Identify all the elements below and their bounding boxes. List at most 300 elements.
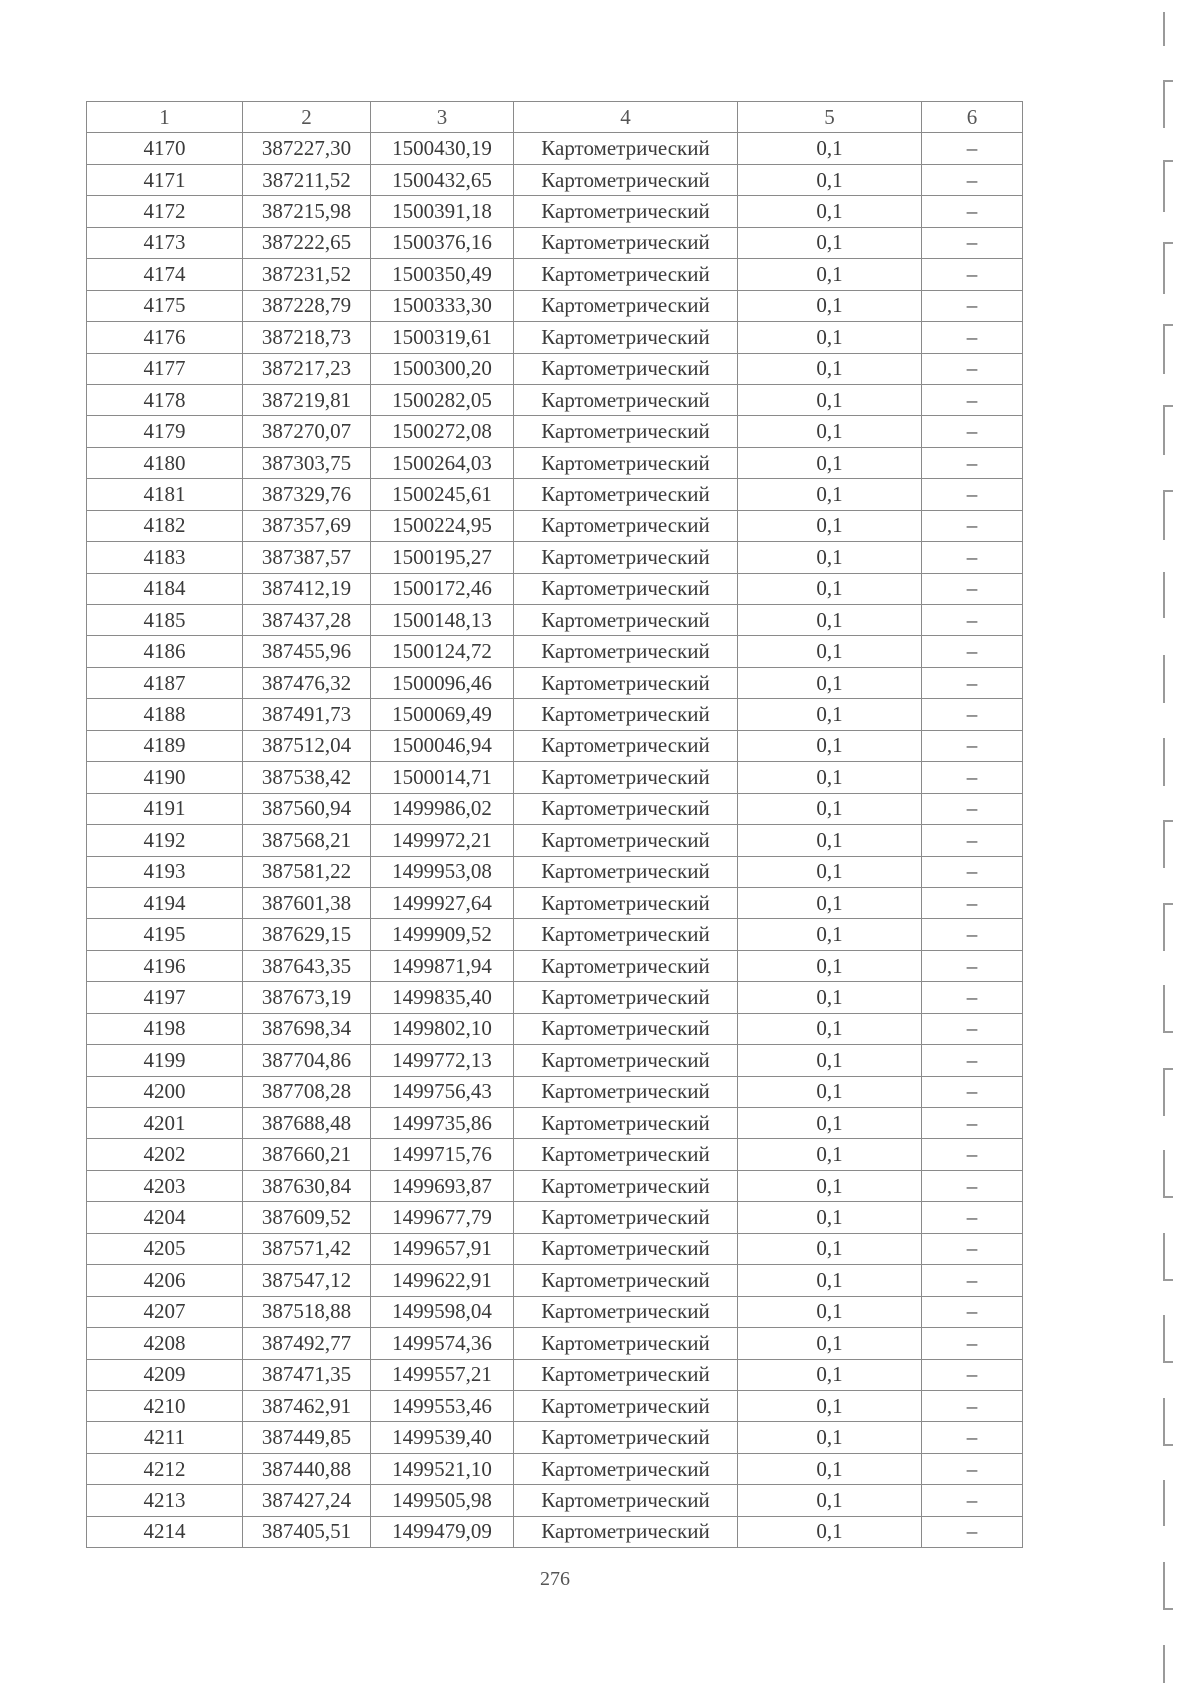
y-coordinate-cell: 1500046,94 (371, 730, 514, 761)
description-cell: – (922, 573, 1023, 604)
method-cell: Картометрический (514, 762, 738, 793)
y-coordinate-cell: 1499657,91 (371, 1233, 514, 1264)
y-coordinate-cell: 1500391,18 (371, 196, 514, 227)
method-cell: Картометрический (514, 322, 738, 353)
accuracy-cell: 0,1 (738, 667, 922, 698)
method-cell: Картометрический (514, 1170, 738, 1201)
point-number-cell: 4180 (87, 447, 243, 478)
accuracy-cell: 0,1 (738, 730, 922, 761)
accuracy-cell: 0,1 (738, 353, 922, 384)
header-cell-4: 4 (514, 102, 738, 133)
binding-mark (1163, 985, 1173, 1033)
method-cell: Картометрический (514, 227, 738, 258)
point-number-cell: 4200 (87, 1076, 243, 1107)
description-cell: – (922, 982, 1023, 1013)
method-cell: Картометрический (514, 479, 738, 510)
x-coordinate-cell: 387538,42 (243, 762, 371, 793)
x-coordinate-cell: 387471,35 (243, 1359, 371, 1390)
method-cell: Картометрический (514, 825, 738, 856)
binding-mark (1163, 1068, 1173, 1116)
x-coordinate-cell: 387449,85 (243, 1422, 371, 1453)
binding-mark (1163, 655, 1173, 703)
description-cell: – (922, 699, 1023, 730)
binding-mark (1163, 405, 1173, 455)
header-cell-3: 3 (371, 102, 514, 133)
table-row (87, 667, 1023, 698)
table-row (87, 1170, 1023, 1201)
x-coordinate-cell: 387581,22 (243, 856, 371, 887)
method-cell: Картометрический (514, 856, 738, 887)
table-row (87, 164, 1023, 195)
method-cell: Картометрический (514, 1233, 738, 1264)
table-row (87, 479, 1023, 510)
description-cell: – (922, 542, 1023, 573)
binding-mark (1163, 160, 1173, 212)
description-cell: – (922, 636, 1023, 667)
description-cell: – (922, 133, 1023, 164)
method-cell: Картометрический (514, 1516, 738, 1547)
y-coordinate-cell: 1500124,72 (371, 636, 514, 667)
header-cell-2: 2 (243, 102, 371, 133)
x-coordinate-cell: 387560,94 (243, 793, 371, 824)
y-coordinate-cell: 1500319,61 (371, 322, 514, 353)
x-coordinate-cell: 387476,32 (243, 667, 371, 698)
accuracy-cell: 0,1 (738, 133, 922, 164)
point-number-cell: 4209 (87, 1359, 243, 1390)
y-coordinate-cell: 1499802,10 (371, 1013, 514, 1044)
x-coordinate-cell: 387568,21 (243, 825, 371, 856)
method-cell: Картометрический (514, 667, 738, 698)
accuracy-cell: 0,1 (738, 950, 922, 981)
method-cell: Картометрический (514, 384, 738, 415)
point-number-cell: 4211 (87, 1422, 243, 1453)
description-cell: – (922, 1045, 1023, 1076)
table-row (87, 1233, 1023, 1264)
point-number-cell: 4199 (87, 1045, 243, 1076)
method-cell: Картометрический (514, 1390, 738, 1421)
table-row (87, 1076, 1023, 1107)
method-cell: Картометрический (514, 605, 738, 636)
description-cell: – (922, 196, 1023, 227)
method-cell: Картометрический (514, 1328, 738, 1359)
x-coordinate-cell: 387427,24 (243, 1485, 371, 1516)
table-row (87, 605, 1023, 636)
coordinates-table (86, 101, 1023, 1548)
description-cell: – (922, 1453, 1023, 1484)
accuracy-cell: 0,1 (738, 1485, 922, 1516)
point-number-cell: 4177 (87, 353, 243, 384)
accuracy-cell: 0,1 (738, 636, 922, 667)
accuracy-cell: 0,1 (738, 825, 922, 856)
binding-mark (1163, 1398, 1173, 1446)
x-coordinate-cell: 387512,04 (243, 730, 371, 761)
table-header (87, 102, 1023, 133)
y-coordinate-cell: 1500148,13 (371, 605, 514, 636)
table-row (87, 1045, 1023, 1076)
method-cell: Картометрический (514, 1108, 738, 1139)
y-coordinate-cell: 1499772,13 (371, 1045, 514, 1076)
method-cell: Картометрический (514, 416, 738, 447)
point-number-cell: 4192 (87, 825, 243, 856)
method-cell: Картометрический (514, 1453, 738, 1484)
point-number-cell: 4196 (87, 950, 243, 981)
table-row (87, 887, 1023, 918)
description-cell: – (922, 1013, 1023, 1044)
table-row (87, 384, 1023, 415)
method-cell: Картометрический (514, 542, 738, 573)
y-coordinate-cell: 1499953,08 (371, 856, 514, 887)
y-coordinate-cell: 1500432,65 (371, 164, 514, 195)
page-number: 276 (540, 1568, 570, 1590)
binding-mark (1163, 1233, 1173, 1281)
description-cell: – (922, 762, 1023, 793)
description-cell: – (922, 1328, 1023, 1359)
table-row (87, 699, 1023, 730)
header-cell-5: 5 (738, 102, 922, 133)
table-row (87, 825, 1023, 856)
x-coordinate-cell: 387227,30 (243, 133, 371, 164)
y-coordinate-cell: 1499756,43 (371, 1076, 514, 1107)
accuracy-cell: 0,1 (738, 416, 922, 447)
y-coordinate-cell: 1499479,09 (371, 1516, 514, 1547)
table-row (87, 259, 1023, 290)
method-cell: Картометрический (514, 1076, 738, 1107)
accuracy-cell: 0,1 (738, 1390, 922, 1421)
y-coordinate-cell: 1500245,61 (371, 479, 514, 510)
description-cell: – (922, 1485, 1023, 1516)
x-coordinate-cell: 387440,88 (243, 1453, 371, 1484)
method-cell: Картометрический (514, 164, 738, 195)
method-cell: Картометрический (514, 793, 738, 824)
x-coordinate-cell: 387547,12 (243, 1265, 371, 1296)
table-row (87, 793, 1023, 824)
table-row (87, 290, 1023, 321)
x-coordinate-cell: 387231,52 (243, 259, 371, 290)
description-cell: – (922, 1390, 1023, 1421)
x-coordinate-cell: 387357,69 (243, 510, 371, 541)
point-number-cell: 4205 (87, 1233, 243, 1264)
point-number-cell: 4187 (87, 667, 243, 698)
header-cell-1: 1 (87, 102, 243, 133)
point-number-cell: 4175 (87, 290, 243, 321)
point-number-cell: 4179 (87, 416, 243, 447)
y-coordinate-cell: 1499972,21 (371, 825, 514, 856)
accuracy-cell: 0,1 (738, 1296, 922, 1327)
point-number-cell: 4203 (87, 1170, 243, 1201)
y-coordinate-cell: 1500069,49 (371, 699, 514, 730)
y-coordinate-cell: 1499557,21 (371, 1359, 514, 1390)
description-cell: – (922, 887, 1023, 918)
accuracy-cell: 0,1 (738, 762, 922, 793)
point-number-cell: 4184 (87, 573, 243, 604)
x-coordinate-cell: 387455,96 (243, 636, 371, 667)
point-number-cell: 4206 (87, 1265, 243, 1296)
method-cell: Картометрический (514, 1485, 738, 1516)
description-cell: – (922, 259, 1023, 290)
table-body (87, 133, 1023, 1548)
description-cell: – (922, 730, 1023, 761)
description-cell: – (922, 1076, 1023, 1107)
description-cell: – (922, 825, 1023, 856)
accuracy-cell: 0,1 (738, 856, 922, 887)
y-coordinate-cell: 1500350,49 (371, 259, 514, 290)
accuracy-cell: 0,1 (738, 1108, 922, 1139)
accuracy-cell: 0,1 (738, 322, 922, 353)
accuracy-cell: 0,1 (738, 1139, 922, 1170)
accuracy-cell: 0,1 (738, 1202, 922, 1233)
y-coordinate-cell: 1499835,40 (371, 982, 514, 1013)
x-coordinate-cell: 387462,91 (243, 1390, 371, 1421)
accuracy-cell: 0,1 (738, 1453, 922, 1484)
accuracy-cell: 0,1 (738, 1265, 922, 1296)
accuracy-cell: 0,1 (738, 1516, 922, 1547)
method-cell: Картометрический (514, 730, 738, 761)
x-coordinate-cell: 387491,73 (243, 699, 371, 730)
accuracy-cell: 0,1 (738, 887, 922, 918)
method-cell: Картометрический (514, 290, 738, 321)
x-coordinate-cell: 387629,15 (243, 919, 371, 950)
point-number-cell: 4178 (87, 384, 243, 415)
point-number-cell: 4174 (87, 259, 243, 290)
x-coordinate-cell: 387571,42 (243, 1233, 371, 1264)
accuracy-cell: 0,1 (738, 384, 922, 415)
x-coordinate-cell: 387601,38 (243, 887, 371, 918)
point-number-cell: 4185 (87, 605, 243, 636)
point-number-cell: 4208 (87, 1328, 243, 1359)
x-coordinate-cell: 387217,23 (243, 353, 371, 384)
y-coordinate-cell: 1500300,20 (371, 353, 514, 384)
description-cell: – (922, 1233, 1023, 1264)
table-row (87, 762, 1023, 793)
table-row (87, 1202, 1023, 1233)
y-coordinate-cell: 1499715,76 (371, 1139, 514, 1170)
accuracy-cell: 0,1 (738, 1422, 922, 1453)
binding-mark (1163, 324, 1173, 374)
binding-mark (1163, 242, 1173, 294)
y-coordinate-cell: 1499553,46 (371, 1390, 514, 1421)
y-coordinate-cell: 1499927,64 (371, 887, 514, 918)
point-number-cell: 4172 (87, 196, 243, 227)
table-row (87, 1108, 1023, 1139)
binding-mark (1163, 1645, 1173, 1683)
table-row (87, 416, 1023, 447)
y-coordinate-cell: 1499871,94 (371, 950, 514, 981)
accuracy-cell: 0,1 (738, 573, 922, 604)
method-cell: Картометрический (514, 950, 738, 981)
point-number-cell: 4212 (87, 1453, 243, 1484)
description-cell: – (922, 479, 1023, 510)
y-coordinate-cell: 1500264,03 (371, 447, 514, 478)
x-coordinate-cell: 387303,75 (243, 447, 371, 478)
point-number-cell: 4189 (87, 730, 243, 761)
accuracy-cell: 0,1 (738, 164, 922, 195)
point-number-cell: 4171 (87, 164, 243, 195)
table-row (87, 1013, 1023, 1044)
y-coordinate-cell: 1499598,04 (371, 1296, 514, 1327)
y-coordinate-cell: 1500096,46 (371, 667, 514, 698)
table-row (87, 1453, 1023, 1484)
description-cell: – (922, 322, 1023, 353)
accuracy-cell: 0,1 (738, 542, 922, 573)
table-row (87, 447, 1023, 478)
method-cell: Картометрический (514, 353, 738, 384)
table-row (87, 322, 1023, 353)
table-row (87, 919, 1023, 950)
x-coordinate-cell: 387218,73 (243, 322, 371, 353)
point-number-cell: 4186 (87, 636, 243, 667)
table-row (87, 1296, 1023, 1327)
point-number-cell: 4202 (87, 1139, 243, 1170)
y-coordinate-cell: 1499505,98 (371, 1485, 514, 1516)
point-number-cell: 4213 (87, 1485, 243, 1516)
method-cell: Картометрический (514, 1359, 738, 1390)
point-number-cell: 4176 (87, 322, 243, 353)
x-coordinate-cell: 387673,19 (243, 982, 371, 1013)
table-row (87, 1485, 1023, 1516)
point-number-cell: 4181 (87, 479, 243, 510)
point-number-cell: 4188 (87, 699, 243, 730)
y-coordinate-cell: 1499521,10 (371, 1453, 514, 1484)
x-coordinate-cell: 387704,86 (243, 1045, 371, 1076)
binding-mark (1163, 80, 1173, 128)
x-coordinate-cell: 387708,28 (243, 1076, 371, 1107)
x-coordinate-cell: 387412,19 (243, 573, 371, 604)
accuracy-cell: 0,1 (738, 227, 922, 258)
description-cell: – (922, 950, 1023, 981)
method-cell: Картометрический (514, 919, 738, 950)
method-cell: Картометрический (514, 259, 738, 290)
x-coordinate-cell: 387387,57 (243, 542, 371, 573)
accuracy-cell: 0,1 (738, 982, 922, 1013)
y-coordinate-cell: 1500224,95 (371, 510, 514, 541)
y-coordinate-cell: 1499677,79 (371, 1202, 514, 1233)
method-cell: Картометрический (514, 982, 738, 1013)
table-row (87, 1390, 1023, 1421)
accuracy-cell: 0,1 (738, 479, 922, 510)
binding-mark (1163, 490, 1173, 540)
method-cell: Картометрический (514, 636, 738, 667)
y-coordinate-cell: 1500430,19 (371, 133, 514, 164)
method-cell: Картометрический (514, 699, 738, 730)
y-coordinate-cell: 1500172,46 (371, 573, 514, 604)
point-number-cell: 4204 (87, 1202, 243, 1233)
header-row (87, 102, 1023, 133)
table-row (87, 950, 1023, 981)
description-cell: – (922, 1296, 1023, 1327)
x-coordinate-cell: 387518,88 (243, 1296, 371, 1327)
table-row (87, 1139, 1023, 1170)
table-row (87, 982, 1023, 1013)
y-coordinate-cell: 1499735,86 (371, 1108, 514, 1139)
description-cell: – (922, 1202, 1023, 1233)
accuracy-cell: 0,1 (738, 290, 922, 321)
point-number-cell: 4210 (87, 1390, 243, 1421)
table-row (87, 730, 1023, 761)
accuracy-cell: 0,1 (738, 447, 922, 478)
table-row (87, 510, 1023, 541)
x-coordinate-cell: 387660,21 (243, 1139, 371, 1170)
accuracy-cell: 0,1 (738, 699, 922, 730)
table-row (87, 856, 1023, 887)
description-cell: – (922, 164, 1023, 195)
description-cell: – (922, 1265, 1023, 1296)
table-row (87, 1516, 1023, 1547)
description-cell: – (922, 447, 1023, 478)
method-cell: Картометрический (514, 447, 738, 478)
accuracy-cell: 0,1 (738, 793, 922, 824)
header-cell-6: 6 (922, 102, 1023, 133)
y-coordinate-cell: 1500333,30 (371, 290, 514, 321)
method-cell: Картометрический (514, 1139, 738, 1170)
point-number-cell: 4198 (87, 1013, 243, 1044)
y-coordinate-cell: 1499539,40 (371, 1422, 514, 1453)
point-number-cell: 4183 (87, 542, 243, 573)
point-number-cell: 4170 (87, 133, 243, 164)
table-row (87, 196, 1023, 227)
accuracy-cell: 0,1 (738, 1359, 922, 1390)
table-row (87, 227, 1023, 258)
y-coordinate-cell: 1499909,52 (371, 919, 514, 950)
accuracy-cell: 0,1 (738, 510, 922, 541)
y-coordinate-cell: 1499986,02 (371, 793, 514, 824)
method-cell: Картометрический (514, 573, 738, 604)
method-cell: Картометрический (514, 887, 738, 918)
table-row (87, 353, 1023, 384)
x-coordinate-cell: 387211,52 (243, 164, 371, 195)
binding-mark (1163, 1315, 1173, 1363)
method-cell: Картометрический (514, 510, 738, 541)
accuracy-cell: 0,1 (738, 1045, 922, 1076)
binding-mark (1163, 572, 1173, 618)
accuracy-cell: 0,1 (738, 1013, 922, 1044)
y-coordinate-cell: 1500282,05 (371, 384, 514, 415)
y-coordinate-cell: 1500014,71 (371, 762, 514, 793)
accuracy-cell: 0,1 (738, 196, 922, 227)
table-row (87, 1328, 1023, 1359)
point-number-cell: 4197 (87, 982, 243, 1013)
y-coordinate-cell: 1500376,16 (371, 227, 514, 258)
description-cell: – (922, 1516, 1023, 1547)
accuracy-cell: 0,1 (738, 1170, 922, 1201)
accuracy-cell: 0,1 (738, 919, 922, 950)
x-coordinate-cell: 387219,81 (243, 384, 371, 415)
accuracy-cell: 0,1 (738, 605, 922, 636)
description-cell: – (922, 510, 1023, 541)
description-cell: – (922, 856, 1023, 887)
description-cell: – (922, 667, 1023, 698)
binding-mark (1163, 1562, 1173, 1610)
x-coordinate-cell: 387329,76 (243, 479, 371, 510)
description-cell: – (922, 1359, 1023, 1390)
y-coordinate-cell: 1499574,36 (371, 1328, 514, 1359)
description-cell: – (922, 793, 1023, 824)
table-row (87, 1359, 1023, 1390)
method-cell: Картометрический (514, 133, 738, 164)
table-row (87, 542, 1023, 573)
binding-mark (1163, 738, 1173, 786)
x-coordinate-cell: 387228,79 (243, 290, 371, 321)
method-cell: Картометрический (514, 1296, 738, 1327)
description-cell: – (922, 605, 1023, 636)
x-coordinate-cell: 387437,28 (243, 605, 371, 636)
x-coordinate-cell: 387215,98 (243, 196, 371, 227)
y-coordinate-cell: 1499622,91 (371, 1265, 514, 1296)
description-cell: – (922, 1422, 1023, 1453)
x-coordinate-cell: 387630,84 (243, 1170, 371, 1201)
binding-mark (1163, 1480, 1173, 1526)
y-coordinate-cell: 1500272,08 (371, 416, 514, 447)
description-cell: – (922, 1170, 1023, 1201)
